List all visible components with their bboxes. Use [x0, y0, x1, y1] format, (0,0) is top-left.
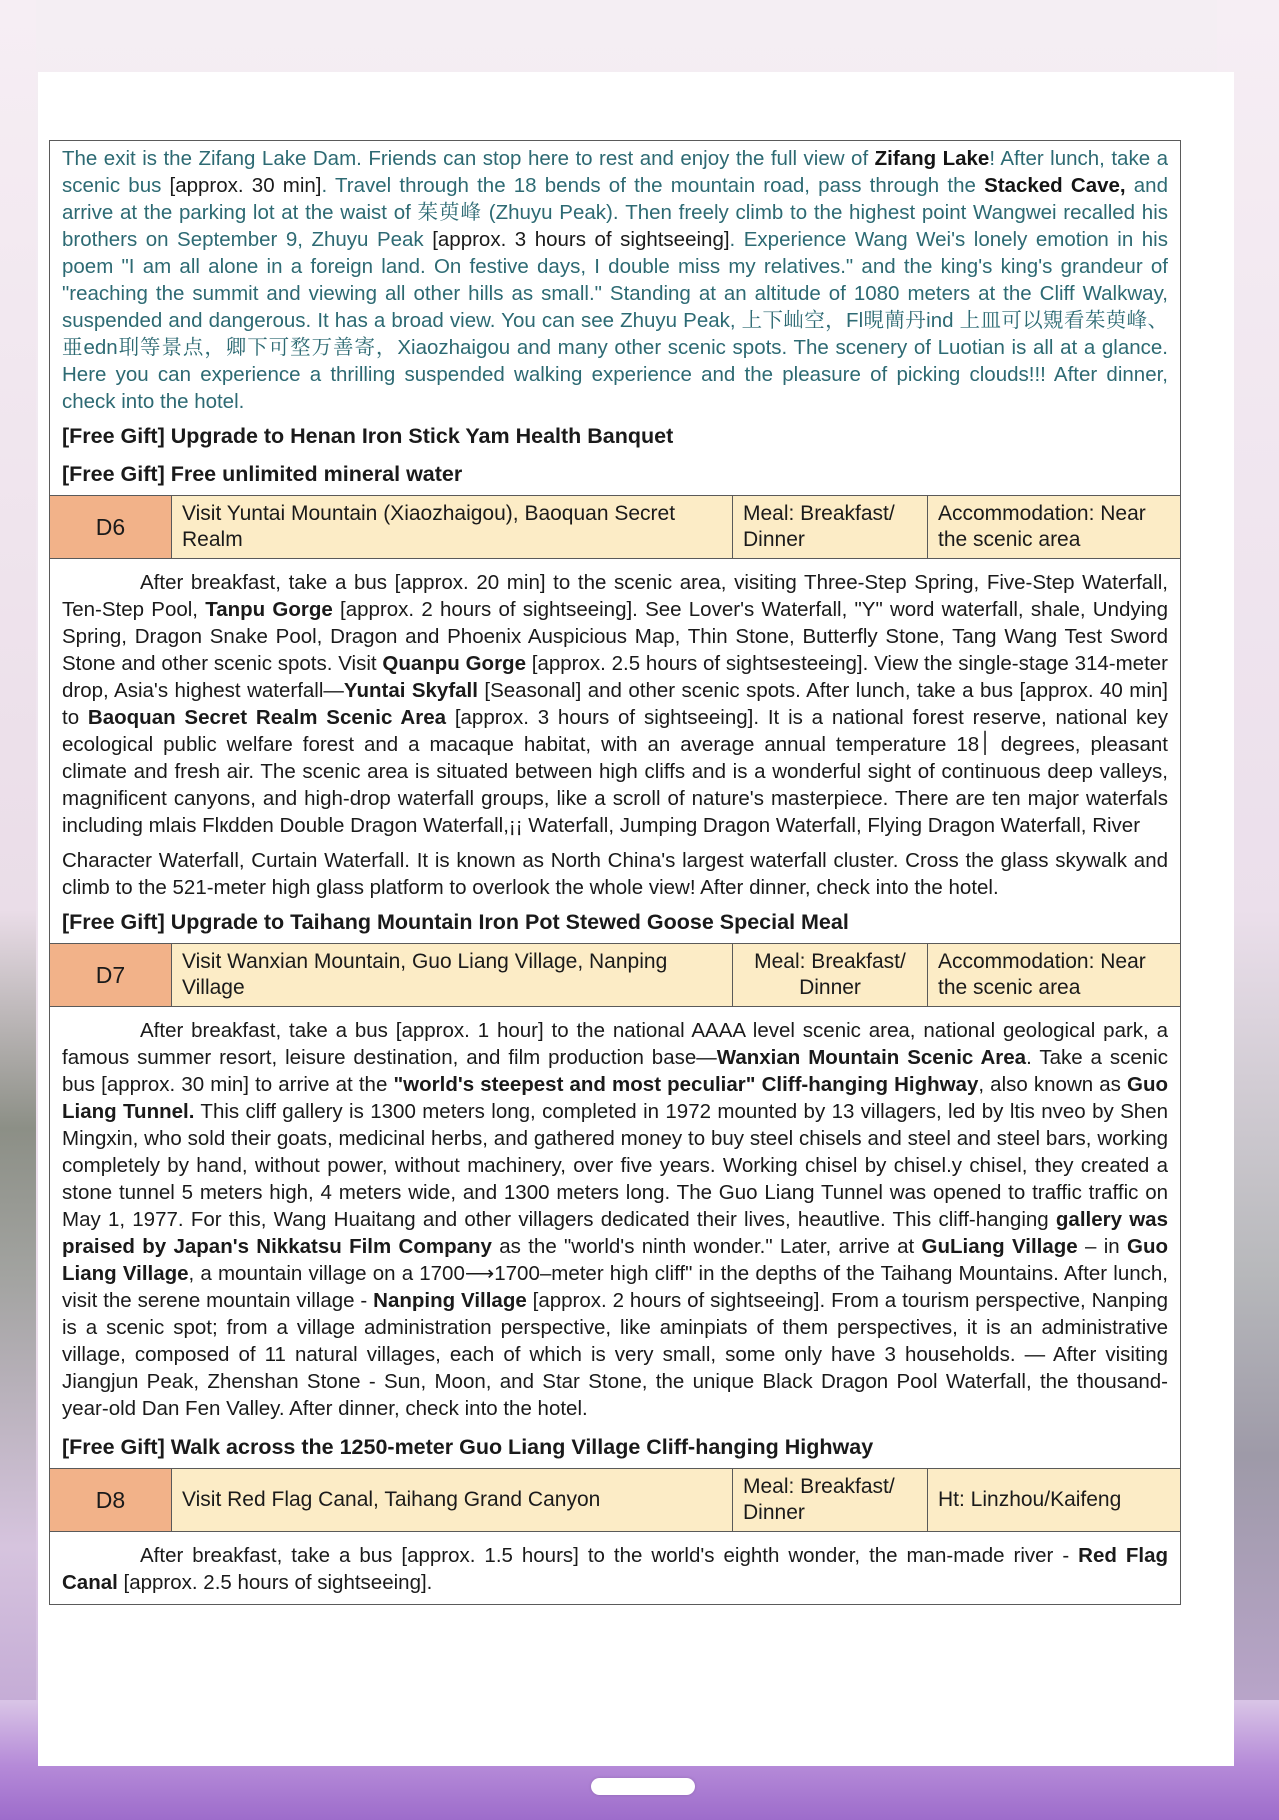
intro-text-3: [approx. 30 min] [169, 174, 322, 197]
d7-bold-wanxian: Wanxian Mountain Scenic Area [716, 1046, 1027, 1069]
d7-bold-guliang-village: GuLiang Village [921, 1235, 1078, 1258]
day-d6-description-cont: Character Waterfall, Curtain Waterfall. It is known as North China's largest waterfall cluster. Cross the glass skywalk and climb to the 521-meter high glass platform to overlook the whole view! After dinner, check into the hotel. [62, 849, 1168, 899]
d7-text-1: After breakfast, take a bus [approx. 1 hour] to the national AAAA level scenic area, national geological park, a famous summer resort, leisure destination, and film production base— [62, 1019, 1168, 1069]
intro-text-2: ! After lunch, take a scenic bus [62, 147, 1168, 197]
day-accommodation: Accommodation: Near the scenic area [938, 502, 1146, 551]
d6-text-2: [approx. 2 hours of sightseeing]. See Lover's Waterfall, "Y" word waterfall, shale, Undying Spring, Dragon Snake Pool, Dragon and Phoenix Auspicious Map, Thin Stone, Butterfly Stone, Tang Wang Test Sword Stone and other scenic spots. Visit [62, 598, 1168, 675]
day-header-d8 [50, 1468, 1180, 1532]
d7-text-5: as the "world's ninth wonder." Later, arrive at [491, 1235, 922, 1258]
day-header-d7 [50, 943, 1180, 1007]
d7-text-7: , a mountain village on a 1700⟶1700–meter high cliff" in the depths of the Taihang Mountains. After lunch, visit the serene mountain village - [62, 1262, 1168, 1312]
day-d6-description [50, 559, 1180, 847]
day-header-d6 [50, 495, 1180, 559]
free-gift-mineral-water: [Free Gift] Free unlimited mineral water [62, 462, 463, 486]
day-accommodation: Ht: Linzhou/Kaifeng [938, 1488, 1122, 1511]
d7-text-8: [approx. 2 hours of sightseeing]. From a tourism perspective, Nanping is a scenic spot; from a village administration perspective, like aminpiats of them perspectives, it is an administrative village, composed of 11 natural villages, each of which is very small, some only have 3 households. — After visiting Jiangjun Peak, Zhenshan Stone - Sun, Moon, and Star Stone, the unique Black Dragon Pool Waterfall, the thousand-year-old Dan Fen Valley. After dinner, check into the hotel. [62, 1289, 1168, 1420]
free-gift-yam-banquet: [Free Gift] Upgrade to Henan Iron Stick Yam Health Banquet [62, 424, 674, 448]
d7-text-3: , also known as [978, 1073, 1128, 1096]
d7-bold-tunnel: Guo Liang Tunnel. [62, 1073, 1169, 1123]
d6-text-4: [Seasonal] and other scenic spots. After lunch, take a bus [approx. 40 min] to [62, 679, 1168, 729]
background-left-edge [0, 0, 36, 1820]
intro-text-1: The exit is the Zifang Lake Dam. Friends can stop here to rest and enjoy the full view of [62, 147, 875, 170]
day-title: Visit Yuntai Mountain (Xiaozhaigou), Baoquan Secret Realm [172, 496, 733, 558]
d7-bold-highway: "world's steepest and most peculiar" Cliff-hanging Highway [393, 1073, 979, 1096]
d7-text-6: – in [1077, 1235, 1128, 1258]
day-title: Visit Wanxian Mountain, Guo Liang Village, Nanping Village [172, 944, 733, 1006]
intro-text-6: [approx. 3 hours of sightseeing] [432, 228, 730, 251]
d8-text-2: [approx. 2.5 hours of sightseeing]. [117, 1571, 433, 1594]
d8-text-1: After breakfast, take a bus [approx. 1.5 hours] to the world's eighth wonder, the man-made river - [140, 1544, 1079, 1567]
free-gift-cliff-highway: [Free Gift] Walk across the 1250-meter Guo Liang Village Cliff-hanging Highway [62, 1435, 874, 1459]
intro-text-4: . Travel through the 18 bends of the mountain road, pass through the [321, 174, 985, 197]
d8-bold-red-flag-canal: Red Flag Canal [62, 1544, 1168, 1594]
d7-bold-guo-liang-village: Guo Liang Village [62, 1235, 1169, 1285]
day-accommodation: Accommodation: Near the scenic area [938, 950, 1146, 999]
intro-paragraph [50, 141, 1180, 419]
scroll-indicator[interactable] [591, 1778, 695, 1795]
d6-text-5: [approx. 3 hours of sightseeing]. It is a national forest reserve, national key ecological public welfare forest and a macaque habitat, with an average annual temperature ׀18 degrees, pleasant climate and fresh air. The scenic area is situated between high cliffs and is a wonderful sight of continuous deep valleys, magnificent canyons, and high-drop waterfall groups, like a scroll of nature's masterpiece. There are ten major waterfals including mlais Flкdden Double Dragon Waterfall,¡¡ Waterfall, Jumping Dragon Waterfall, Flying Dragon Waterfall, River [62, 706, 1169, 837]
day-label: D8 [50, 1469, 172, 1531]
day-meal: Meal: Breakfast/ Dinner [733, 944, 928, 1006]
day-d8-description [50, 1532, 1180, 1604]
d7-bold-nanping: Nanping Village [373, 1289, 527, 1312]
intro-bold-stacked-cave: Stacked Cave, [984, 174, 1126, 197]
day-meal: Meal: Breakfast/ Dinner [733, 1469, 928, 1531]
d6-bold-quanpu-gorge: Quanpu Gorge [382, 652, 526, 675]
day-d7-description [50, 1007, 1180, 1430]
d7-bold-nikkatsu: gallery was praised by Japan's Nikkatsu Film Company [62, 1208, 1168, 1258]
d6-bold-baoquan: Baoquan Secret Realm Scenic Area [87, 706, 447, 729]
d6-text-3: [approx. 2.5 hours of sightsesteeing]. View the single-stage 314-meter drop, Asia's highest waterfall— [62, 652, 1168, 702]
d7-text-2: . Take a scenic bus [approx. 30 min] to arrive at the [62, 1046, 1168, 1096]
intro-bold-zifang-lake: Zifang Lake [874, 147, 990, 170]
day-meal: Meal: Breakfast/ Dinner [733, 496, 928, 558]
free-gift-iron-pot-goose: [Free Gift] Upgrade to Taihang Mountain Iron Pot Stewed Goose Special Meal [62, 910, 849, 934]
itinerary-table [49, 140, 1181, 1605]
intro-text-7: . Experience Wang Wei's lonely emotion in his poem "I am all alone in a foreign land. On festive days, I double miss my relatives." and the king's king's grandeur of "reaching the summit and viewing all other hills as small." Standing at an altitude of 1080 meters at the Cliff Walkway, suspended and dangerous. It has a broad view. You can see Zhuyu Peak, 上下屾空，Fl晛蕳丹ind 上皿可以覭看茱萸峰、亜edn刵等景点，卿下可堥万善寄，Xiaozhaigou and many other scenic spots. The scenery of Luotian is all at a glance. Here you can experience a thrilling suspended walking experience and the pleasure of picking clouds!!! After dinner, check into the hotel. [62, 228, 1168, 413]
d7-text-4: This cliff gallery is 1300 meters long, completed in 1972 mounted by 13 villagers, led by ltis nveo by Shen Mingxin, who sold their goats, medicinal herbs, and gathered money to buy steel chisels and steel and steel bars, working completely by hand, without power, without machinery, over five years. Working chisel by chisel.y chisel, they created a stone tunnel 5 meters high, 4 meters wide, and 1300 meters long. The Guo Liang Tunnel was opened to traffic traffic on May 1, 1977. For this, Wang Huaitang and other villagers dedicated their lives, heautlive. This cliff-hanging [62, 1100, 1168, 1231]
d6-bold-tanpu-gorge: Tanpu Gorge [205, 598, 333, 621]
d6-bold-yuntai-skyfall: Yuntai Skyfall [343, 679, 478, 702]
d6-text-1: After breakfast, take a bus [approx. 20 min] to the scenic area, visiting Three-Step Spring, Five-Step Waterfall, Ten-Step Pool, [62, 571, 1168, 621]
intro-text-5: and arrive at the parking lot at the waist of 茱萸峰 (Zhuyu Peak). Then freely climb to the highest point Wangwei recalled his brothers on September 9, Zhuyu Peak [62, 174, 1168, 251]
day-label: D6 [50, 496, 172, 558]
day-title: Visit Red Flag Canal, Taihang Grand Canyon [172, 1469, 733, 1531]
day-label: D7 [50, 944, 172, 1006]
